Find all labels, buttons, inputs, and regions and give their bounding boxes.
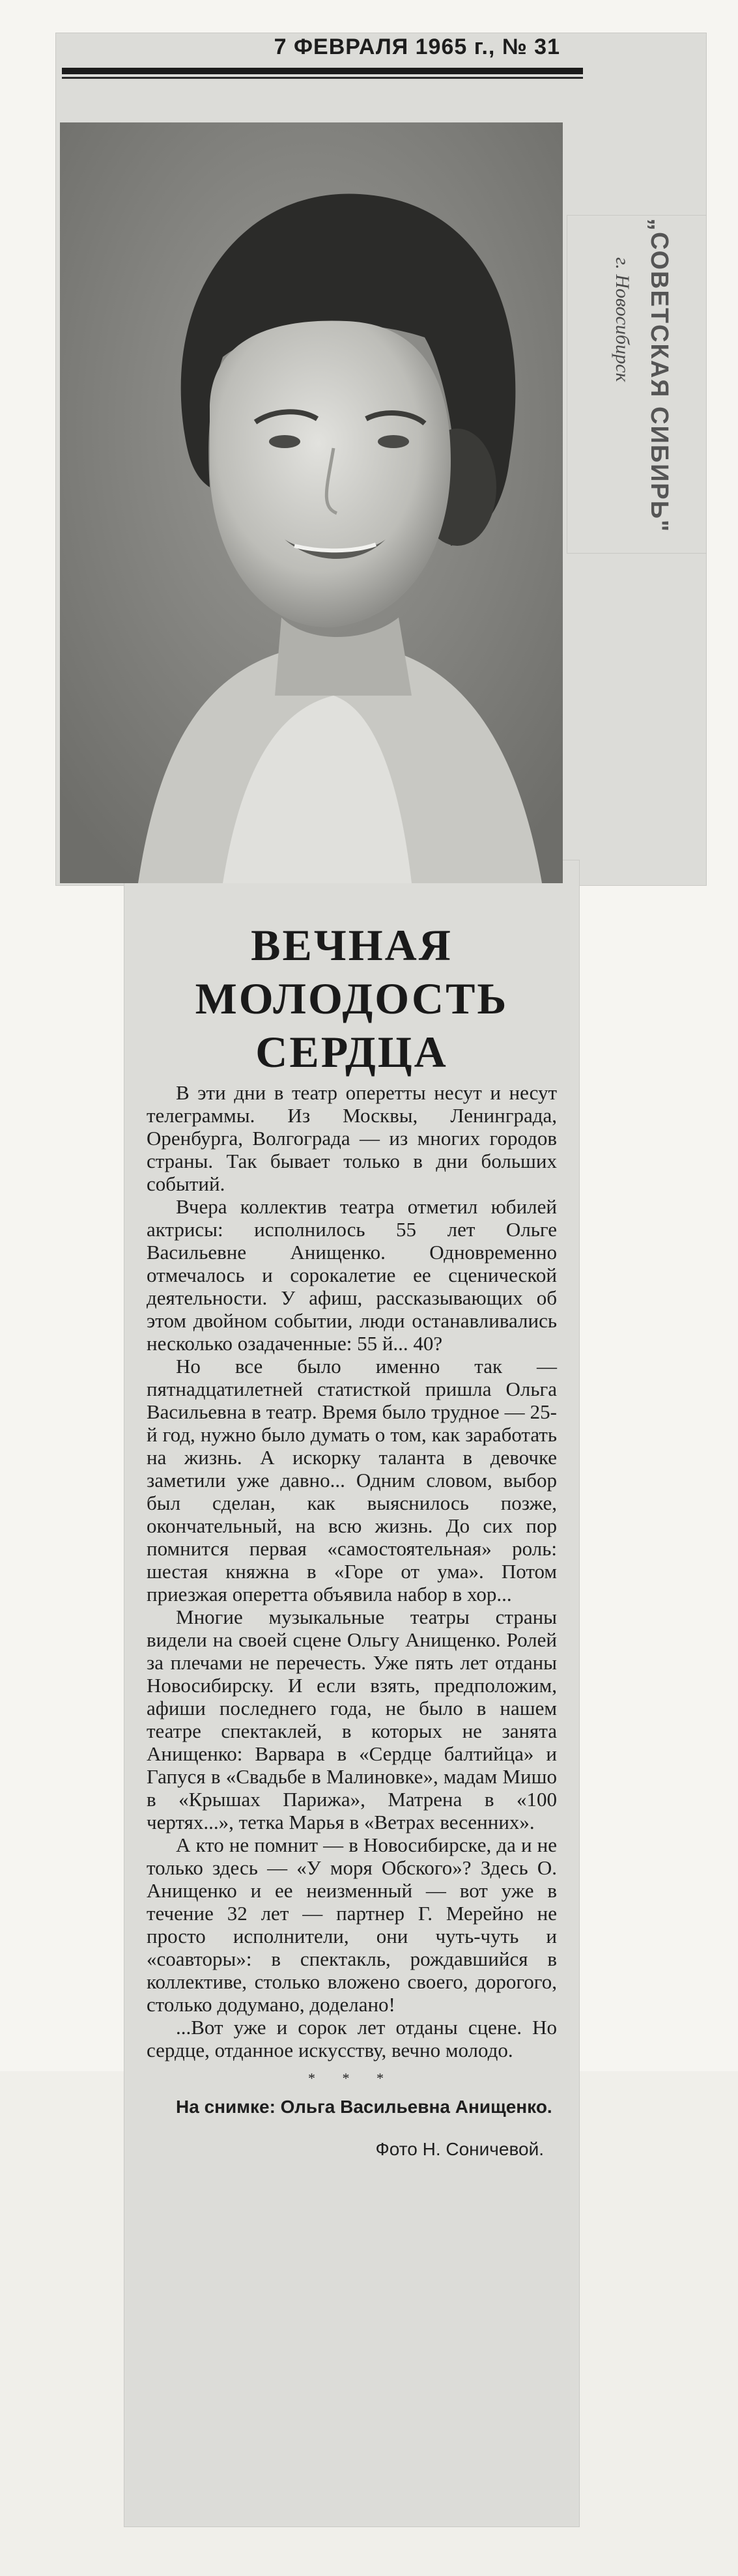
headline-line-3: СЕРДЦА (255, 1027, 448, 1077)
issue-date-line: 7 ФЕВРАЛЯ 1965 г., № 31 (274, 34, 560, 59)
paragraph-5: А кто не помнит — в Новосибирске, да и не только здесь — «У моря Обского»? Здесь О. Анищенко и ее неизменный — вот уже в течение 32 лет — партнер Г. Мерейно не просто исполнители, они чуть-чуть и «соавторы»: в спектакль, рождавшийся в коллективе, столько вложено своего, дорогого, столько додумано, доделано! (147, 1833, 557, 2016)
article-headline (156, 918, 547, 1079)
newspaper-stamp (606, 218, 697, 550)
article-body (147, 1081, 557, 2160)
photo-credit: Фото Н. Соничевой. (375, 2139, 544, 2159)
paragraph-4: Многие музыкальные театры страны видели на своей сцене Ольгу Анищенко. Ролей за плечами не перечесть. Уже пять лет отданы Новосибирску. И если взять, предположим, афиши последнего года, не было в нашем театре спектаклей, в которых не занята Анищенко: Варвара в «Сердце балтийца» и Гапуся в «Свадьбе в Малиновке», мадам Мишо в «Крышах Парижа», Матрена в «100 чертях...», тетка Марья в «Ветрах весенних». (147, 1606, 557, 1833)
section-separator: * * * (308, 2070, 395, 2086)
stamp-newspaper-name: „СОВЕТСКАЯ СИБИРЬ" (646, 218, 673, 533)
photo-caption: На снимке: Ольга Васильевна Анищенко. (176, 2097, 552, 2117)
portrait-photo (60, 122, 563, 883)
headline-line-1: ВЕЧНАЯ (251, 920, 453, 970)
paragraph-1: В эти дни в театр оперетты несут и несут телеграммы. Из Москвы, Ленинграда, Оренбурга, Волгограда — из многих городов страны. Так бывает только в дни больших событий. (147, 1081, 557, 1195)
paragraph-3: Но все было именно так — пятнадцатилетней статисткой пришла Ольга Васильевна в театр. Время было трудное — 25-й год, нужно было думать о том, как заработать на жизнь. А искорку таланта в девочке заметили уже давно... Одним словом, выбор был сделан, как выяснилось позже, окончательный, на всю жизнь. До сих пор помнится первая «самостоятельная» роль: шестая княжна в «Горе от ума». Потом приезжая оперетта объявила набор в хор... (147, 1355, 557, 1606)
paragraph-2: Вчера коллектив театра отметил юбилей актрисы: исполнилось 55 лет Ольге Васильевне Анищенко. Одновременно отмечалось и сорокалетие ее сценической деятельности. У афиш, рассказывающих об этом двойном событии, люди останавливались несколько озадаченные: 55 й... 40? (147, 1195, 557, 1355)
paragraph-6: ...Вот уже и сорок лет отданы сцене. Но сердце, отданное искусству, вечно молодо. (147, 2016, 557, 2061)
header-rule-thick (62, 68, 583, 74)
header-rule-thin (62, 77, 583, 79)
stamp-city: г. Новосибирск (612, 257, 633, 382)
headline-line-2: МОЛОДОСТЬ (195, 974, 509, 1023)
portrait-illustration (60, 122, 563, 883)
